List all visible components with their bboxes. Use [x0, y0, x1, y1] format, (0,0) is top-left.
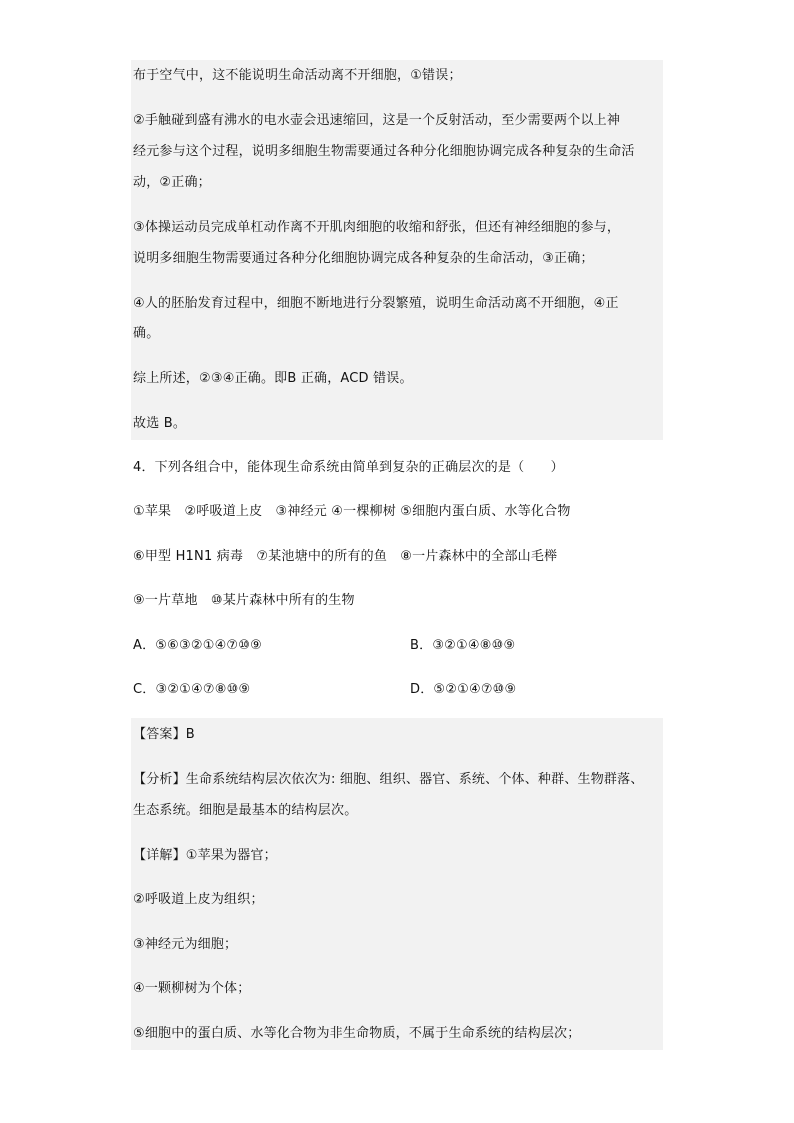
detail-line: 【详解】①苹果为器官；	[133, 848, 277, 863]
shaded-answer-block	[131, 718, 663, 1050]
explanation-line: 说明多细胞生物需要通过各种分化细胞协调完成各种复杂的生命活动，③正确；	[133, 251, 594, 266]
question-items-line: ⑨一片草地 ⑩某片森林中所有的生物	[133, 593, 355, 608]
explanation-line: 经元参与这个过程，说明多细胞生物需要通过各种分化细胞协调完成各种复杂的生命活	[133, 144, 635, 159]
analysis-line: 生态系统。细胞是最基本的结构层次。	[133, 803, 358, 818]
answer-line: 【答案】B	[133, 727, 195, 742]
summary-line: 综上所述，②③④正确。即B 正确，ACD 错误。	[133, 371, 413, 386]
explanation-line: 确。	[133, 326, 160, 341]
explanation-line: ③体操运动员完成单杠动作离不开肌肉细胞的收缩和舒张，但还有神经细胞的参与，	[133, 220, 621, 235]
option-c: C．③②①④⑦⑧⑩⑨	[133, 682, 251, 697]
choice-line: 故选 B。	[133, 416, 187, 431]
option-b: B．③②①④⑧⑩⑨	[410, 638, 516, 653]
option-a: A．⑤⑥③②①④⑦⑩⑨	[133, 638, 262, 653]
explanation-line: ②手触碰到盛有沸水的电水壶会迅速缩回，这是一个反射活动，至少需要两个以上神	[133, 113, 621, 128]
detail-line: ⑤细胞中的蛋白质、水等化合物为非生命物质，不属于生命系统的结构层次；	[133, 1026, 581, 1041]
detail-line: ③神经元为细胞；	[133, 937, 238, 952]
detail-line: ④一颗柳树为个体；	[133, 981, 251, 996]
explanation-line: 布于空气中，这不能说明生命活动离不开细胞，①错误；	[133, 68, 462, 83]
question-items-line: ⑥甲型 H1N1 病毒 ⑦某池塘中的所有的鱼 ⑧一片森林中的全部山毛榉	[133, 549, 558, 564]
analysis-line: 【分析】生命系统结构层次依次为: 细胞、组织、器官、系统、个体、种群、生物群落、	[133, 772, 644, 787]
question-items-line: ①苹果 ②呼吸道上皮 ③神经元 ④一棵柳树 ⑤细胞内蛋白质、水等化合物	[133, 504, 571, 519]
option-d: D．⑤②①④⑦⑩⑨	[410, 682, 517, 697]
explanation-line: ④人的胚胎发育过程中，细胞不断地进行分裂繁殖，说明生命活动离不开细胞，④正	[133, 296, 619, 311]
explanation-line: 动，②正确；	[133, 175, 211, 190]
detail-line: ②呼吸道上皮为组织；	[133, 892, 264, 907]
question-stem: 4．下列各组合中，能体现生命系统由简单到复杂的正确层次的是（ ）	[133, 460, 564, 475]
